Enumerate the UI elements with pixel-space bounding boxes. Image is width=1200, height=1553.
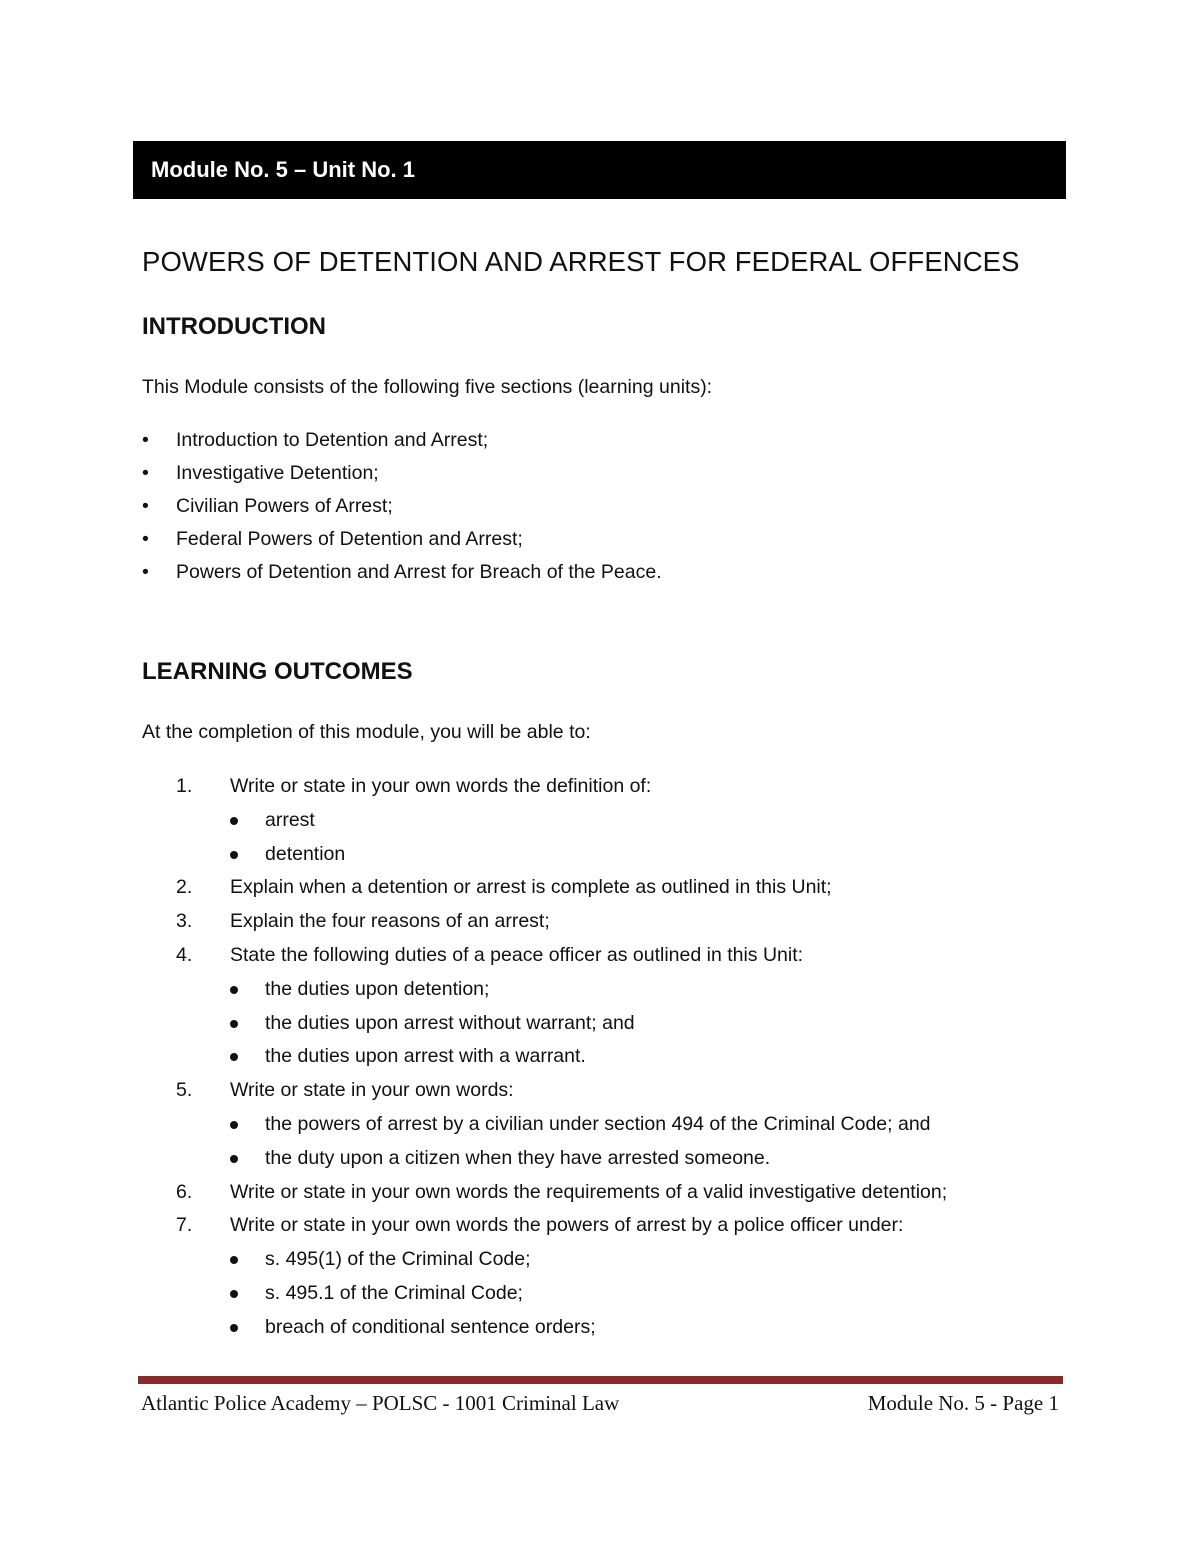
outcome-subitem: breach of conditional sentence orders;	[0, 1311, 1200, 1345]
outcome-item	[0, 939, 1200, 973]
bullet-icon: •	[142, 528, 149, 550]
outcome-text: Write or state in your own words:	[230, 1079, 514, 1102]
outcome-number: 4.	[176, 943, 193, 966]
bullet-icon	[230, 1020, 238, 1028]
outcome-number: 7.	[176, 1214, 193, 1237]
learning-outcomes-heading: LEARNING OUTCOMES	[142, 658, 413, 685]
outcome-number: 1.	[176, 775, 193, 797]
bullet-icon	[230, 1155, 238, 1163]
outcome-subitem: the powers of arrest by a civilian under section 494 of the Criminal Code; and	[0, 1108, 1200, 1142]
outcome-subitem: the duties upon detention;	[0, 973, 1200, 1007]
bullet-icon	[230, 986, 238, 994]
bullet-icon	[230, 1324, 238, 1332]
outcome-text: State the following duties of a peace officer as outlined in this Unit:	[230, 943, 804, 966]
outcome-item	[0, 1176, 1200, 1210]
bullet-icon	[230, 1053, 238, 1061]
bullet-icon	[230, 1121, 238, 1129]
list-item: • Powers of Detention and Arrest for Breach of the Peace.	[142, 556, 662, 589]
bullet-icon: •	[142, 561, 149, 583]
list-item: • Investigative Detention;	[142, 457, 662, 490]
outcome-item	[0, 871, 1200, 905]
outcome-number: 5.	[176, 1079, 193, 1102]
outcome-item	[0, 1074, 1200, 1108]
page-title: POWERS OF DETENTION AND ARREST FOR FEDERAL OFFENCES	[142, 246, 1020, 277]
outcome-text: Write or state in your own words the powers of arrest by a police officer under:	[230, 1214, 904, 1237]
module-banner	[133, 141, 1066, 199]
outcome-subitem: the duties upon arrest without warrant; and	[0, 1007, 1200, 1041]
section-list	[142, 424, 662, 589]
module-banner-label: Module No. 5 – Unit No. 1	[151, 157, 416, 182]
outcome-subitem: detention	[0, 838, 1200, 872]
bullet-icon: •	[142, 462, 149, 484]
outcome-number: 3.	[176, 910, 193, 933]
bullet-icon	[230, 1256, 238, 1264]
footer-page-number: Module No. 5 - Page 1	[867, 1391, 1059, 1415]
bullet-icon	[230, 851, 238, 859]
learning-outcomes-lead: At the completion of this module, you will be able to:	[142, 721, 591, 743]
list-item: • Federal Powers of Detention and Arrest;	[142, 523, 662, 556]
bullet-icon: •	[142, 429, 149, 451]
bullet-icon	[230, 817, 238, 825]
outcome-subitem: s. 495.1 of the Criminal Code;	[0, 1277, 1200, 1311]
outcome-subitem: the duties upon arrest with a warrant.	[0, 1040, 1200, 1074]
outcome-item	[0, 770, 1200, 804]
footer-divider	[138, 1376, 1063, 1384]
outcome-text: Write or state in your own words the definition of:	[230, 775, 652, 797]
outcome-text: Explain the four reasons of an arrest;	[230, 910, 550, 933]
outcome-text: Explain when a detention or arrest is complete as outlined in this Unit;	[230, 876, 832, 899]
page-footer	[141, 1386, 1059, 1420]
introduction-heading: INTRODUCTION	[142, 313, 326, 340]
outcome-item	[0, 1209, 1200, 1243]
outcome-subitem: the duty upon a citizen when they have arrested someone.	[0, 1142, 1200, 1176]
bullet-icon	[230, 1290, 238, 1298]
outcome-number: 6.	[176, 1180, 193, 1203]
footer-course: Atlantic Police Academy – POLSC - 1001 Criminal Law	[141, 1391, 620, 1415]
outcome-item	[0, 905, 1200, 939]
outcome-subitem: arrest	[0, 804, 1200, 838]
learning-outcomes-list	[0, 770, 1200, 1345]
outcome-subitem: s. 495(1) of the Criminal Code;	[0, 1243, 1200, 1277]
introduction-lead: This Module consists of the following five sections (learning units):	[142, 376, 713, 398]
list-item: • Introduction to Detention and Arrest;	[142, 424, 662, 457]
outcome-text: Write or state in your own words the requirements of a valid investigative detention;	[230, 1180, 948, 1203]
list-item: • Civilian Powers of Arrest;	[142, 490, 662, 523]
outcome-number: 2.	[176, 876, 193, 899]
bullet-icon: •	[142, 495, 149, 517]
